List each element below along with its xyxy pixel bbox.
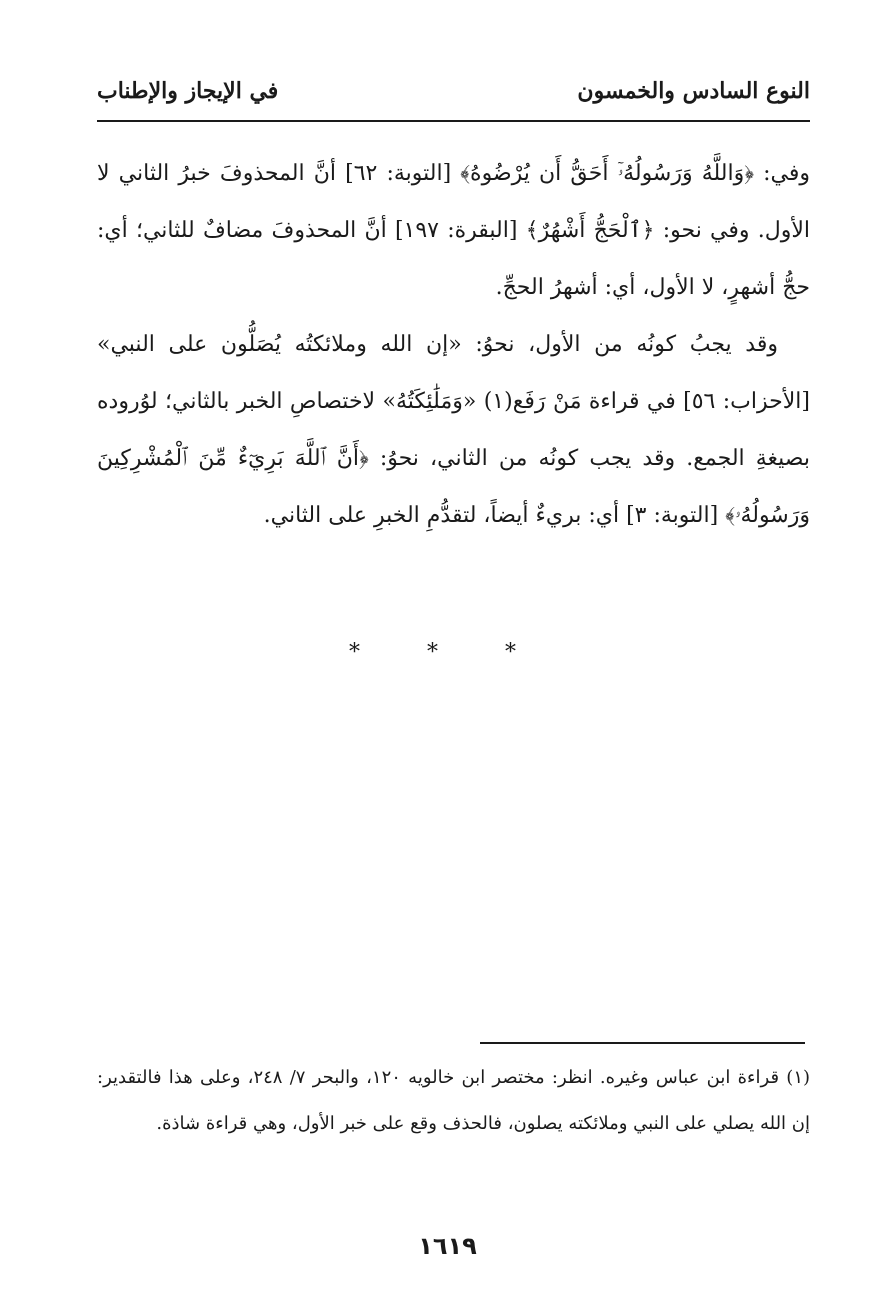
running-header xyxy=(97,78,810,118)
paragraph-1: وفي: ﴿وَاللَّهُ وَرَسُولُهُۥٓ أَحَقُّ أَن يُرْضُوهُ﴾ [التوبة: ٦٢] أنَّ المحذوفَ خبرُ الثاني لا الأول. وفي نحو: ﴿ٱلْحَجُّ أَشْهُرٌ﴾ [البقرة: ١٩٧] أنَّ المحذوفَ مضافٌ للثاني؛ أي: حجُّ أشهرٍ، لا الأول، أي: أشهرُ الحجِّ. xyxy=(97,161,811,300)
header-divider xyxy=(97,120,810,122)
section-title: في الإيجاز والإطناب xyxy=(97,78,279,104)
chapter-title: النوع السادس والخمسون xyxy=(577,78,810,104)
main-text xyxy=(97,145,810,544)
paragraph-2: وقد يجبُ كونُه من الأول، نحوُ: «إن الله وملائكتُه يُصَلُّون على النبي» [الأحزاب: ٥٦] في قراءة مَنْ رَفَع(١) «وَمَلَٰئِكَتُهُ» لاختصاصِ الخبر بالثاني؛ لوُروده بصيغةِ الجمع. وقد يجب كونُه من الثاني، نحوُ: ﴿أَنَّ ٱللَّهَ بَرِيٓءٌ مِّنَ ٱلْمُشْرِكِينَ وَرَسُولُهُۥ﴾ [التوبة: ٣] أي: بريءٌ أيضاً، لتقدُّمِ الخبرِ على الثاني. xyxy=(97,332,810,528)
footnote-divider xyxy=(480,1042,805,1044)
footnote xyxy=(97,1055,810,1147)
section-separator: * * * xyxy=(349,640,546,665)
page-number: ١٦١٩ xyxy=(418,1232,477,1260)
footnote-1: (١) قراءة ابن عباس وغيره. انظر: مختصر ابن خالويه ١٢٠، والبحر ٧/ ٢٤٨، وعلى هذا فالتقدير: إن الله يصلي على النبي وملائكته يصلون، فالحذف وقع على خبر الأول، وهي قراءة شاذة. xyxy=(97,1067,811,1134)
